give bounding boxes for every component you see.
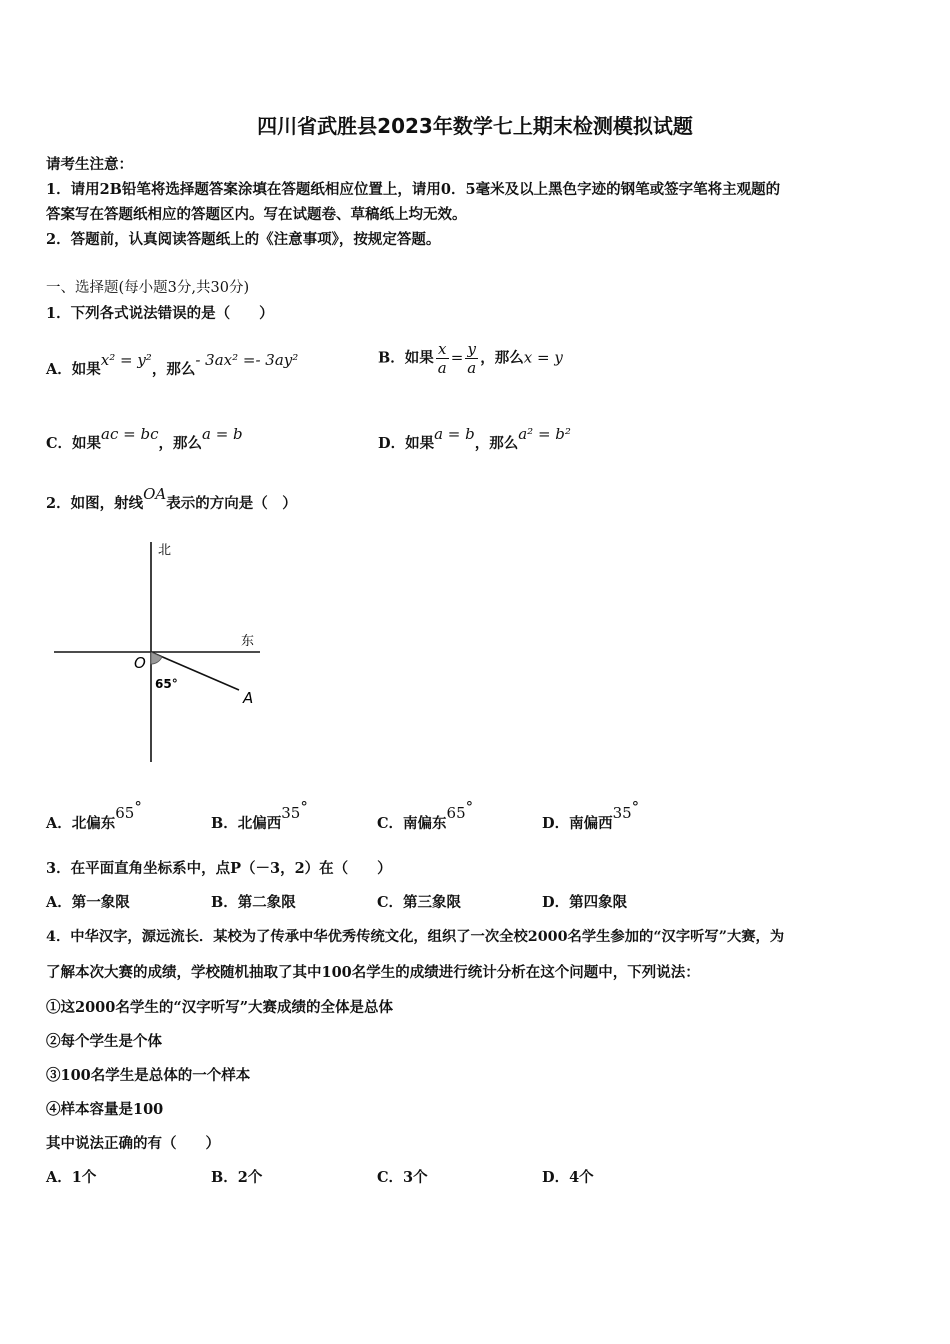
q4-option-a: A．1个 xyxy=(46,1169,97,1186)
q2-a-value: 65 xyxy=(115,803,135,822)
q1-b-num-2: y xyxy=(465,340,478,359)
q2-stem-pre: 2．如图，射线 xyxy=(46,495,144,512)
q4-statement-3: ③100名学生是总体的一个样本 xyxy=(46,1067,251,1084)
q1-d-result: a² = b² xyxy=(518,425,571,443)
q1-c-then: ，那么 xyxy=(158,435,202,452)
q2-d-label: D．南偏西 xyxy=(542,814,613,832)
q1-option-a xyxy=(46,351,299,379)
q1-b-num-1: x xyxy=(436,340,449,359)
q2-stem-ray: OA xyxy=(143,485,167,503)
q1-a-result: - 3ax² =- 3ay² xyxy=(195,351,299,369)
q1-b-frac-1 xyxy=(436,340,449,377)
q1-d-then: ，那么 xyxy=(474,435,519,452)
q1-option-c xyxy=(46,425,243,453)
fig-angle-label: 65° xyxy=(155,677,178,691)
q1-a-label: A．如果 xyxy=(46,361,101,378)
q1-option-d xyxy=(378,425,571,453)
fig-label-o: O xyxy=(134,654,146,672)
q1-b-label: B．如果 xyxy=(378,349,434,367)
q4-statement-4: ④样本容量是100 xyxy=(46,1101,164,1118)
q1-a-condition: x² = y² xyxy=(100,351,152,369)
q2-d-degree: ° xyxy=(631,798,640,816)
q4-option-c: C．3个 xyxy=(377,1169,428,1186)
q4-ask: 其中说法正确的有（ ） xyxy=(46,1135,220,1152)
q4-statement-2: ②每个学生是个体 xyxy=(46,1033,162,1050)
q1-c-label: C．如果 xyxy=(46,435,102,452)
q3-option-d: D．第四象限 xyxy=(542,894,628,911)
q4-line-1: 4．中华汉字，源远流长．某校为了传承中华优秀传统文化，组织了一次全校2000名学生参加的“汉字听写”大赛，为 xyxy=(46,929,785,945)
q1-b-equals: = xyxy=(450,348,464,367)
q2-stem xyxy=(46,485,297,513)
q1-a-then: ，那么 xyxy=(151,361,196,378)
fig-label-east: 东 xyxy=(241,634,255,649)
q1-b-result: x = y xyxy=(523,348,563,367)
q1-option-b xyxy=(378,340,563,377)
q4-line-2: 了解本次大赛的成绩，学校随机抽取了其中100名学生的成绩进行统计分析在这个问题中，下列说法： xyxy=(46,964,700,981)
q1-c-result: a = b xyxy=(202,425,243,443)
fig-label-a: A xyxy=(243,689,254,707)
q2-stem-post: 表示的方向是（ ） xyxy=(166,495,297,512)
q4-option-d: D．4个 xyxy=(542,1169,594,1186)
q1-b-den-1: a xyxy=(437,359,447,377)
q2-d-value: 35 xyxy=(612,803,632,822)
q2-a-label: A．北偏东 xyxy=(46,814,116,832)
q1-b-then: ，那么 xyxy=(480,349,524,367)
notice-heading: 请考生注意： xyxy=(46,156,133,173)
q3-option-a: A．第一象限 xyxy=(46,894,130,911)
q2-option-a xyxy=(46,798,142,833)
q3-option-b: B．第二象限 xyxy=(211,894,296,911)
q2-option-d xyxy=(542,798,640,833)
q4-statement-1: ①这2000名学生的“汉字听写”大赛成绩的全体是总体 xyxy=(46,999,394,1016)
q1-d-label: D．如果 xyxy=(378,435,435,452)
q1-b-frac-2 xyxy=(465,340,478,377)
q1-b-den-2: a xyxy=(467,359,477,377)
q2-c-label: C．南偏东 xyxy=(377,814,447,832)
q2-figure xyxy=(40,530,280,770)
notice-line-1: 1．请用2B铅笔将选择题答案涂填在答题纸相应位置上，请用0．5毫米及以上黑色字迹的钢笔或签字笔将主观题的 xyxy=(46,181,781,198)
q2-b-label: B．北偏西 xyxy=(211,814,282,832)
notice-line-2: 答案写在答题纸相应的答题区内。写在试题卷、草稿纸上均无效。 xyxy=(46,206,467,223)
q3-option-c: C．第三象限 xyxy=(377,894,462,911)
page-title: 四川省武胜县2023年数学七上期末检测模拟试题 xyxy=(257,114,693,138)
q2-option-c xyxy=(377,798,474,833)
q4-option-b: B．2个 xyxy=(211,1169,263,1186)
fig-label-north: 北 xyxy=(158,543,172,558)
notice-line-3: 2．答题前，认真阅读答题纸上的《注意事项》，按规定答题。 xyxy=(46,231,441,248)
q3-stem: 3．在平面直角坐标系中，点P（－3，2）在（ ） xyxy=(46,860,392,877)
q1-d-condition: a = b xyxy=(434,425,475,443)
q2-b-degree: ° xyxy=(300,798,308,816)
q2-a-degree: ° xyxy=(134,798,142,816)
q2-c-value: 65 xyxy=(446,803,466,822)
section-heading: 一、选择题(每小题3分,共30分) xyxy=(46,280,250,296)
q1-stem: 1．下列各式说法错误的是（ ） xyxy=(46,305,274,322)
q1-c-condition: ac = bc xyxy=(101,425,159,443)
q2-c-degree: ° xyxy=(465,798,474,816)
q2-option-b xyxy=(211,798,308,833)
q2-b-value: 35 xyxy=(281,803,301,822)
